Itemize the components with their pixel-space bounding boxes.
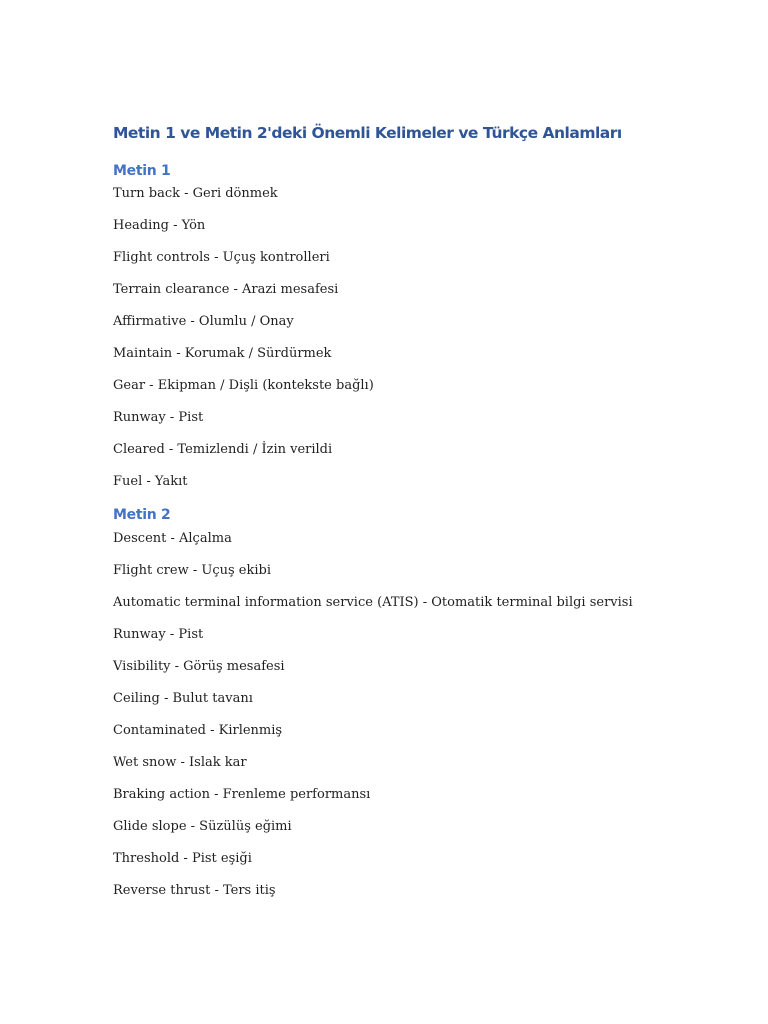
term-item: Contaminated - Kirlenmiş — [113, 723, 283, 738]
term-item: Wet snow - Islak kar — [113, 755, 247, 770]
term-item: Glide slope - Süzülüş eğimi — [113, 819, 292, 834]
term-list-metin-1 — [113, 186, 374, 506]
term-item: Terrain clearance - Arazi mesafesi — [113, 282, 339, 297]
term-item: Flight controls - Uçuş kontrolleri — [113, 250, 330, 265]
term-list-metin-2 — [113, 531, 633, 915]
term-item: Fuel - Yakıt — [113, 474, 188, 489]
term-item: Reverse thrust - Ters itiş — [113, 883, 276, 898]
term-item: Cleared - Temizlendi / İzin verildi — [113, 442, 333, 457]
term-item: Threshold - Pist eşiği — [113, 851, 252, 866]
section-heading-metin-1: Metin 1 — [113, 163, 171, 179]
term-item: Affirmative - Olumlu / Onay — [113, 314, 294, 329]
document-title: Metin 1 ve Metin 2'deki Önemli Kelimeler ve Türkçe Anlamları — [113, 124, 622, 142]
term-item: Turn back - Geri dönmek — [113, 186, 278, 201]
section-heading-metin-2: Metin 2 — [113, 507, 171, 523]
term-item: Ceiling - Bulut tavanı — [113, 691, 253, 706]
term-item: Runway - Pist — [113, 627, 204, 642]
term-item: Heading - Yön — [113, 218, 206, 233]
term-item: Runway - Pist — [113, 410, 204, 425]
term-item: Descent - Alçalma — [113, 531, 232, 546]
term-item: Gear - Ekipman / Dişli (kontekste bağlı) — [113, 378, 374, 393]
term-item: Flight crew - Uçuş ekibi — [113, 563, 271, 578]
term-item: Braking action - Frenleme performansı — [113, 787, 371, 802]
term-item: Automatic terminal information service (ATIS) - Otomatik terminal bilgi servisi — [113, 595, 633, 610]
term-item: Visibility - Görüş mesafesi — [113, 659, 285, 674]
term-item: Maintain - Korumak / Sürdürmek — [113, 346, 332, 361]
